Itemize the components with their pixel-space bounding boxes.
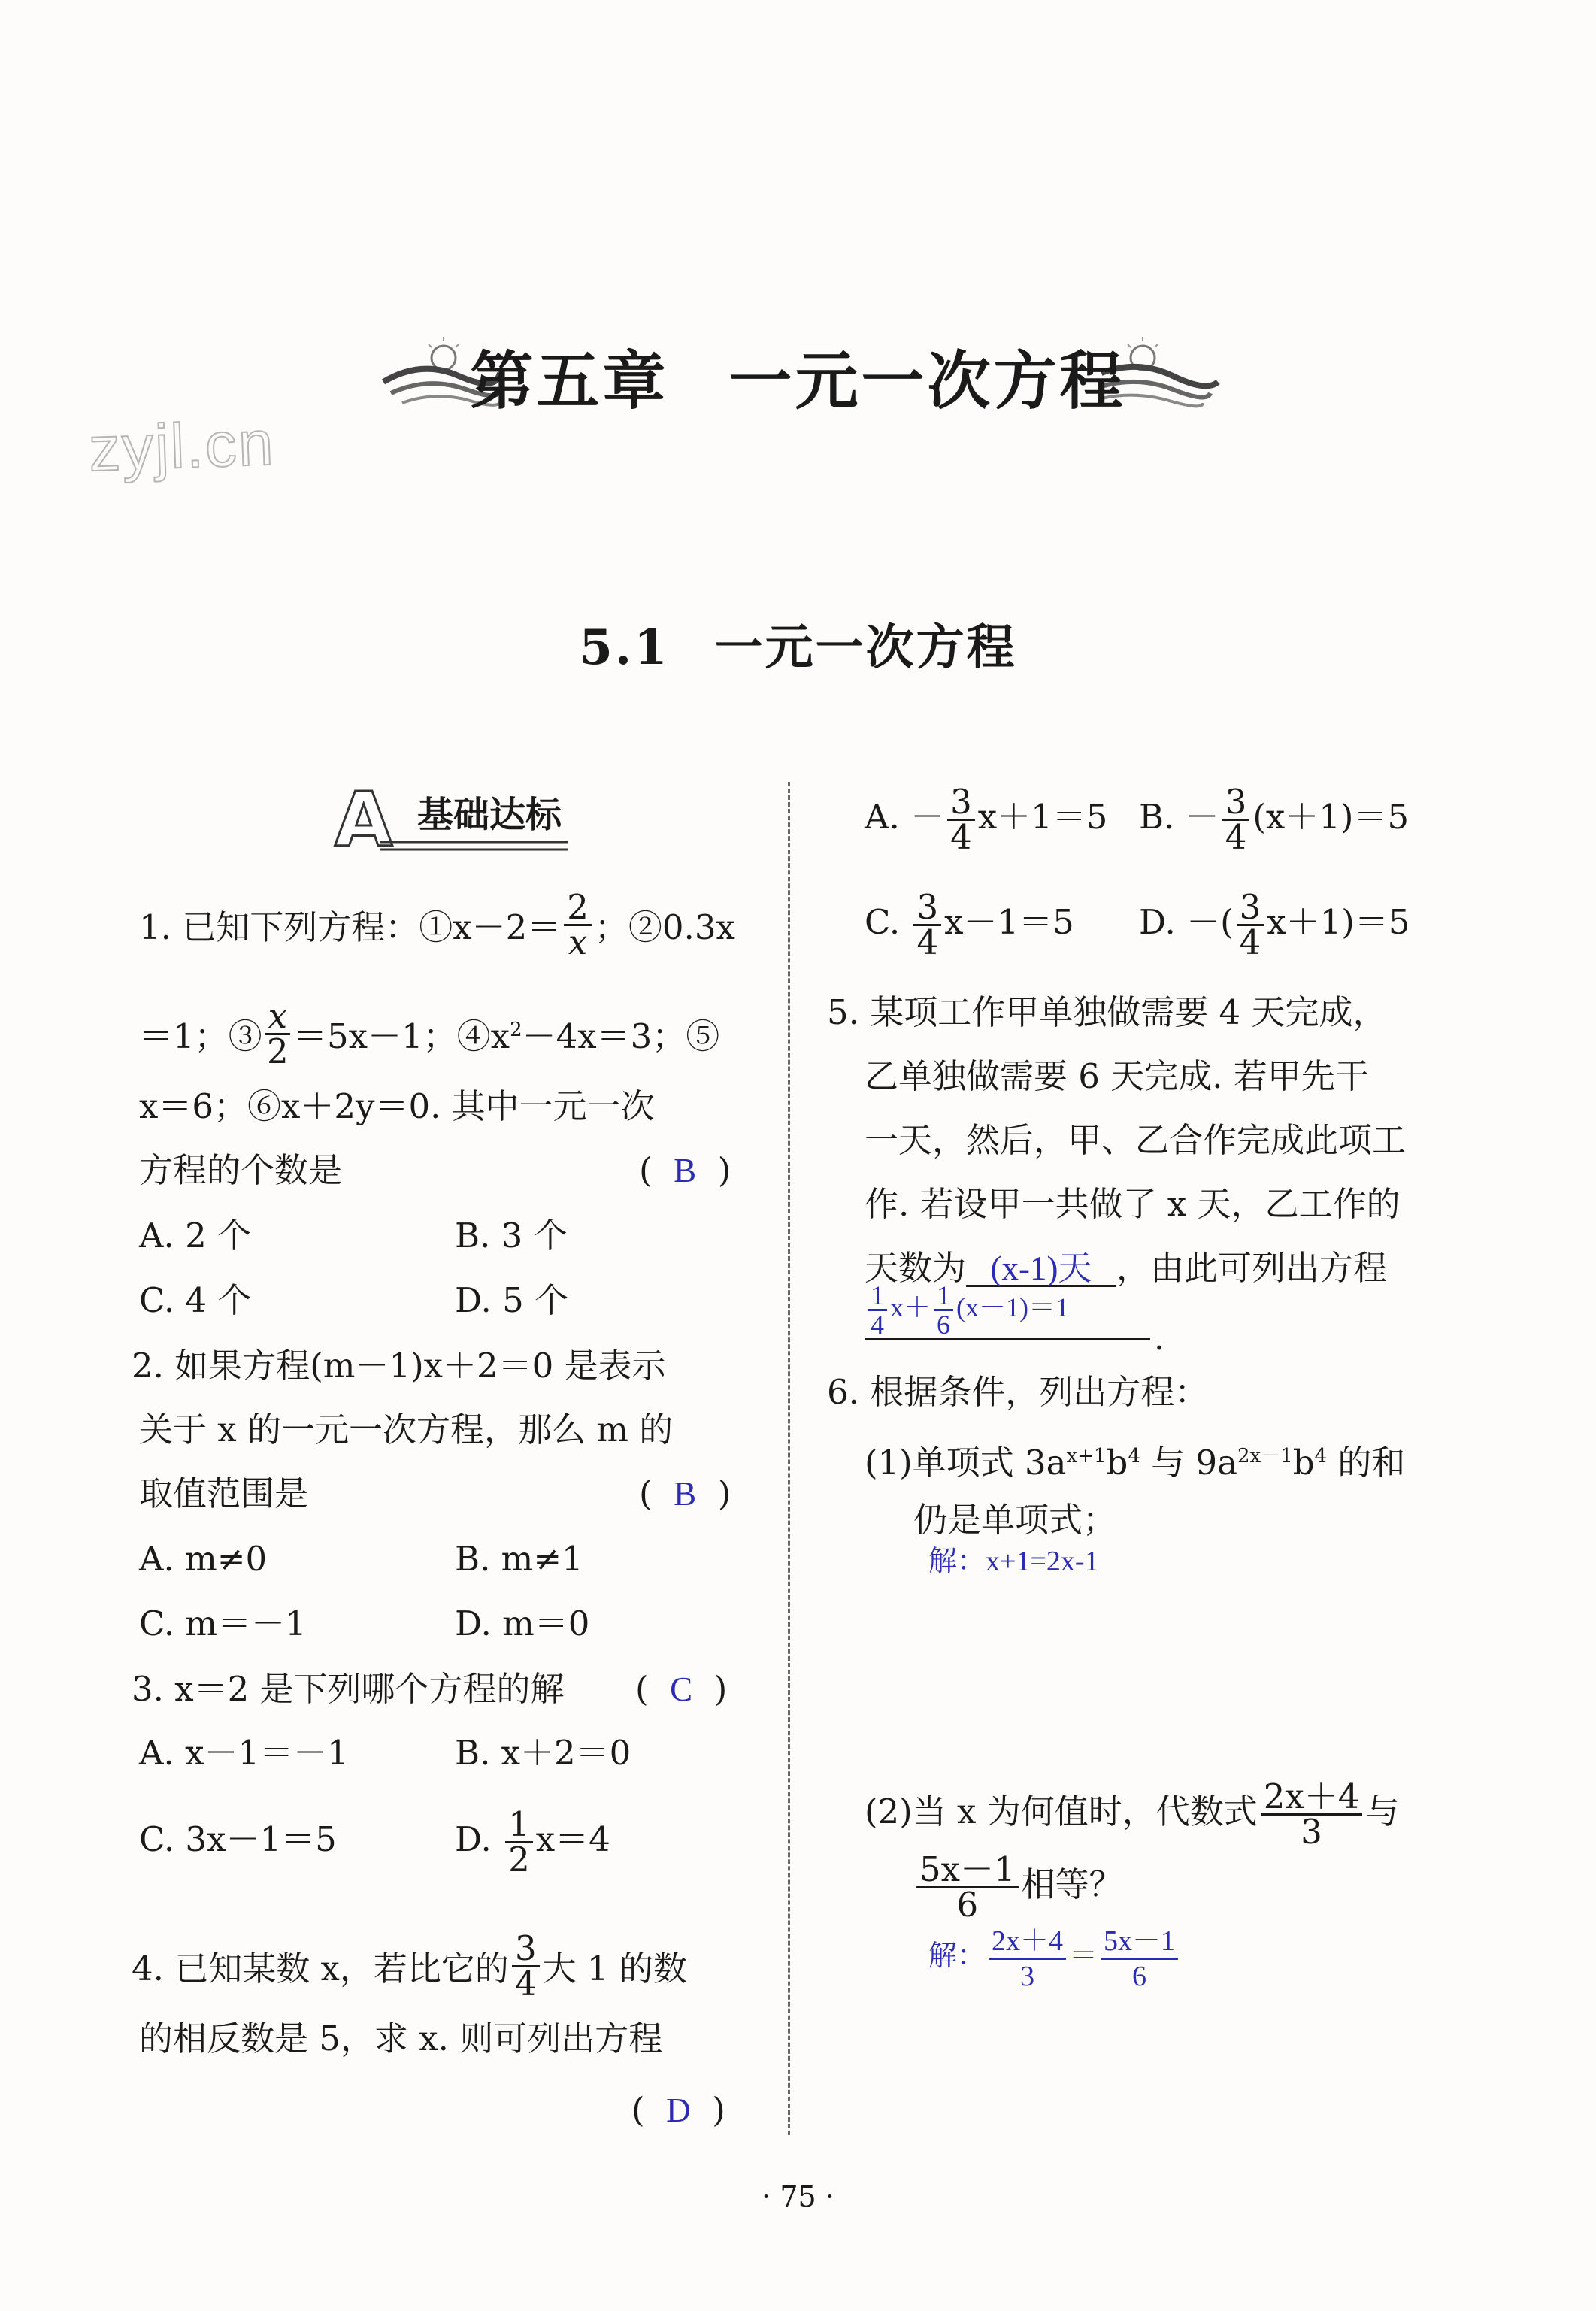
q1-line-3: x＝6；⑥x＋2y＝0. 其中一元一次	[139, 1086, 655, 1126]
section-title: 一元一次方程	[714, 619, 1017, 676]
fraction: $\frac{5x-1}{6}$	[916, 1853, 1019, 1922]
q5-line-3: 一天，然后，甲、乙合作完成此项工	[865, 1120, 1407, 1160]
q4-option-a: A. － $\frac{3}{4}$ x＋1＝5	[865, 782, 1108, 857]
q3-option-a: A. x－1＝－1	[139, 1733, 349, 1773]
fraction: $\frac{3}{4}$	[947, 786, 975, 854]
fraction: $\frac{3}{4}$	[512, 1932, 540, 2001]
q1-answer-paren: ( B )	[639, 1150, 731, 1190]
q5-line-1: 5. 某项工作甲单独做需要 4 天完成，	[827, 992, 1387, 1032]
chapter-title: 一元一次方程	[728, 344, 1126, 418]
q3-option-c: C. 3x－1＝5	[139, 1819, 337, 1859]
q3-answer: C	[670, 1670, 693, 1708]
q2-option-c: C. m＝－1	[139, 1604, 307, 1643]
fraction: $\frac{5x-1}{6}$	[1101, 1925, 1178, 1993]
left-column	[132, 0, 756, 2311]
right-column	[827, 0, 1458, 2311]
q6-part2-answer: 解： $\frac{2x+4}{3}$ ＝ $\frac{5x-1}{6}$	[928, 1925, 1181, 1993]
fraction: $\frac{1}{4}$	[868, 1282, 887, 1338]
watermark: zyjl.cn	[87, 407, 276, 485]
q5-answer-blank-2[interactable]: $\frac{1}{4}$ x＋ $\frac{1}{6}$ (x－1)＝1	[865, 1282, 1150, 1340]
q1-line-1: 1. 已知下列方程：①x－2＝ $\frac{2}{x}$ ；②0.3x	[139, 887, 735, 962]
chapter-number: 第五章	[470, 344, 669, 418]
q4-option-b: B. － $\frac{3}{4}$ (x＋1)＝5	[1139, 782, 1410, 857]
q3-option-d: D. $\frac{1}{2}$ x＝4	[455, 1804, 610, 1879]
q2-line-2: 关于 x 的一元一次方程，那么 m 的	[139, 1410, 674, 1449]
q2-answer: B	[674, 1475, 697, 1513]
section-number: 5.1	[579, 619, 670, 676]
q1-option-d: D. 5 个	[455, 1280, 569, 1320]
q1-option-c: C. 4 个	[139, 1280, 252, 1320]
fraction: $\frac{2x+4}{3}$	[1261, 1780, 1363, 1849]
q2-answer-paren: ( B )	[639, 1474, 731, 1513]
q1-line-4: 方程的个数是	[139, 1150, 343, 1190]
q4-line-1: 4. 已知某数 x，若比它的 $\frac{3}{4}$ 大 1 的数	[132, 1928, 687, 2004]
q6-part1-answer: 解：x+1=2x-1	[928, 1546, 1099, 1577]
q4-answer-paren: ( D )	[631, 2090, 725, 2130]
q1-option-a: A. 2 个	[139, 1216, 252, 1255]
q6-part1-line-2: 仍是单项式；	[913, 1500, 1117, 1540]
q1-answer: B	[674, 1152, 697, 1189]
q2-line-1: 2. 如果方程(m－1)x＋2＝0 是表示	[132, 1346, 666, 1386]
q2-line-3: 取值范围是	[139, 1474, 309, 1513]
q1-line-2: ＝1；③ $\frac{x}{2}$ ＝5x－1；$④x^2-4x=3$；⑤	[139, 996, 720, 1071]
q5-line-5: 天数为 (x-1)天 ，由此可列出方程	[865, 1248, 1388, 1288]
q3-option-b: B. x＋2＝0	[455, 1733, 631, 1773]
q5-answer-blank-1[interactable]: (x-1)天	[966, 1252, 1116, 1287]
q4-line-2: 的相反数是 5，求 x. 则可列出方程	[139, 2019, 663, 2058]
q6-part2-line-2: $\frac{5x-1}{6}$ 相等？	[913, 1853, 1123, 1922]
fraction: $\frac{2}{x}$	[564, 891, 592, 959]
column-divider	[788, 782, 790, 2135]
q4-option-c: C. $\frac{3}{4}$ x－1＝5	[865, 887, 1074, 962]
q2-option-a: A. m≠0	[139, 1539, 268, 1579]
q5-line-4: 作. 若设甲一共做了 x 天，乙工作的	[865, 1184, 1401, 1224]
fraction: $\frac{2x+4}{3}$	[989, 1925, 1066, 1993]
q5-line-2: 乙单独做需要 6 天完成. 若甲先干	[865, 1056, 1369, 1096]
q6-part1-line-1: (1)单项式 $3a^{x+1}b^4$ 与 $9a^{2x-1}b^4$ 的和	[865, 1443, 1406, 1483]
fraction: $\frac{x}{2}$	[265, 1000, 290, 1068]
fraction: $\frac{1}{2}$	[505, 1808, 533, 1876]
q1-option-b: B. 3 个	[455, 1216, 568, 1255]
q2-option-b: B. m≠1	[455, 1539, 583, 1579]
badge-label: 基础达标	[417, 794, 562, 836]
q3-stem: 3. x＝2 是下列哪个方程的解	[132, 1669, 565, 1709]
badge-letter: A	[335, 782, 393, 857]
fraction: $\frac{3}{4}$	[913, 891, 941, 959]
q4-option-d: D. －( $\frac{3}{4}$ x＋1)＝5	[1139, 887, 1410, 962]
q6-stem: 6. 根据条件，列出方程：	[827, 1372, 1209, 1412]
q6-part2-line-1: (2)当 x 为何值时，代数式 $\frac{2x+4}{3}$ 与	[865, 1776, 1400, 1852]
q5-end-period: .	[1154, 1318, 1165, 1358]
page-number: · 75 ·	[762, 2180, 834, 2213]
q3-answer-paren: ( C )	[635, 1669, 728, 1709]
fraction: $\frac{3}{4}$	[1222, 786, 1250, 854]
fraction: $\frac{3}{4}$	[1237, 891, 1264, 959]
fraction: $\frac{1}{6}$	[934, 1282, 953, 1338]
q4-answer: D	[666, 2091, 691, 2129]
q2-option-d: D. m＝0	[455, 1604, 590, 1643]
